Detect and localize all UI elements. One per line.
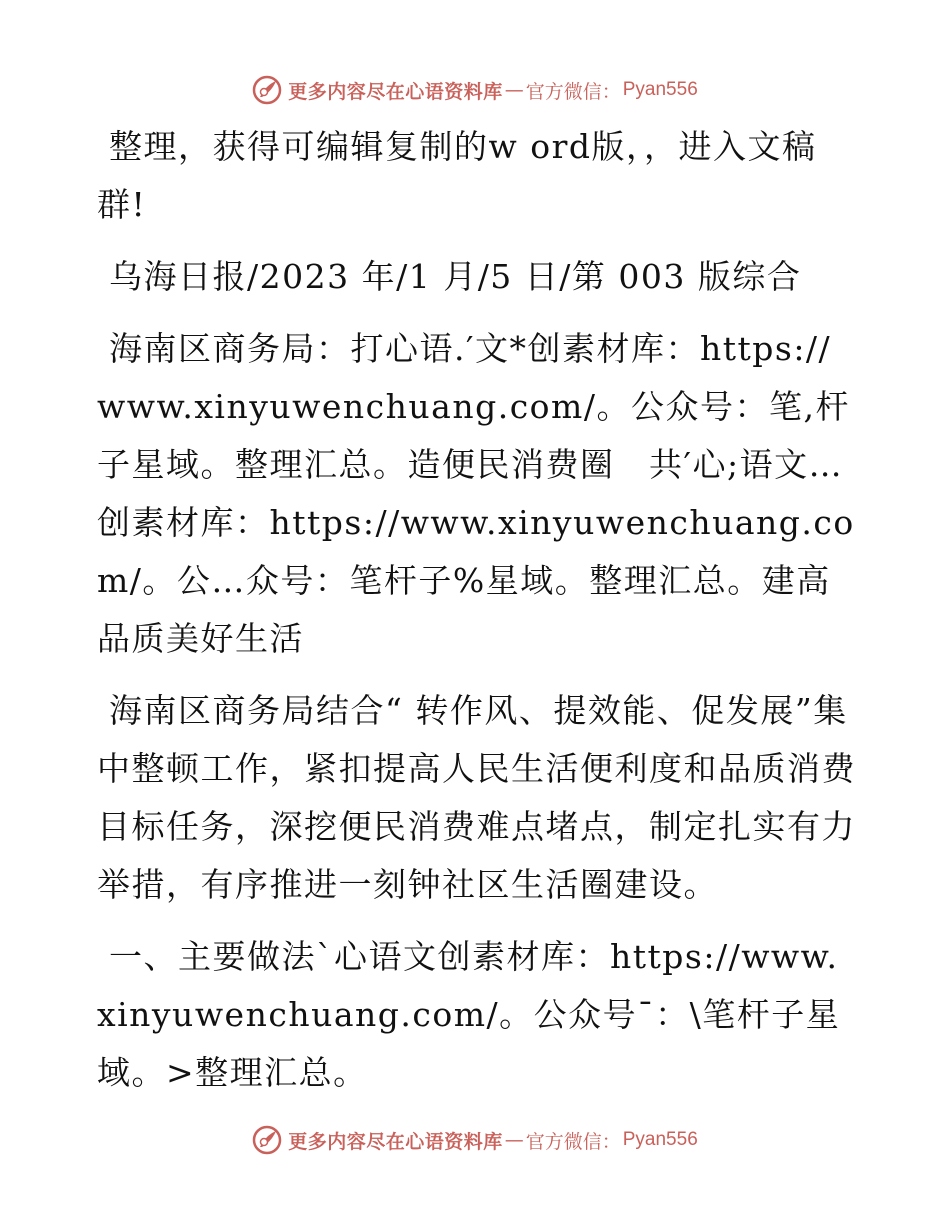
- paragraph-headline: [97, 320, 857, 668]
- watermark-label: 官方微信：: [525, 80, 621, 103]
- feather-pen-logo-icon: [252, 75, 282, 105]
- header-watermark: [0, 70, 950, 110]
- watermark-text: 更多内容尽在心语资料库: [288, 80, 503, 103]
- watermark-id: Pyan556: [622, 79, 698, 100]
- watermark-dash: —: [504, 79, 524, 101]
- paragraph-source: [97, 248, 857, 306]
- footer-watermark: [0, 1120, 950, 1160]
- feather-pen-logo-icon: [252, 1125, 282, 1155]
- paragraph-source-text: 乌海日报/2023 年/1 月/5 日/第 003 版综合: [109, 257, 802, 296]
- watermark-dash: —: [504, 1129, 524, 1151]
- paragraph-body: [97, 682, 857, 914]
- paragraph-intro-text: 整理，获得可编辑复制的w ord版，，进入文稿群!: [97, 127, 817, 224]
- document-body: [97, 118, 857, 1116]
- watermark-text: 更多内容尽在心语资料库: [288, 1130, 503, 1153]
- watermark-id: Pyan556: [622, 1129, 698, 1150]
- paragraph-intro: [97, 118, 857, 234]
- watermark-label: 官方微信：: [525, 1130, 621, 1153]
- paragraph-section-heading: [97, 928, 857, 1102]
- paragraph-body-text: 海南区商务局结合“ 转作风、提效能、促发展”集中整顿工作，紧扣提高人民生活便利度和品质消费目标任务，深挖便民消费难点堵点，制定扎实有力举措，有序推进一刻钟社区生活圈建设。: [97, 691, 856, 904]
- paragraph-section-heading-text: 一、主要做法`心语文创素材库：https://www.xinyuwenchuang.com/。公众号¯：\笔杆子星域。>整理汇总。: [97, 937, 841, 1092]
- paragraph-headline-text: 海南区商务局：打心语.′文*创素材库：https://www.xinyuwenchuang.com/。公众号：笔,杆子星域。整理汇总。造便民消费圈 共′心;语文…创素材库：https://www.xinyuwenchuang.com/。公…众号：笔杆子%星域。整理汇总。建高品质美好生活: [97, 329, 855, 658]
